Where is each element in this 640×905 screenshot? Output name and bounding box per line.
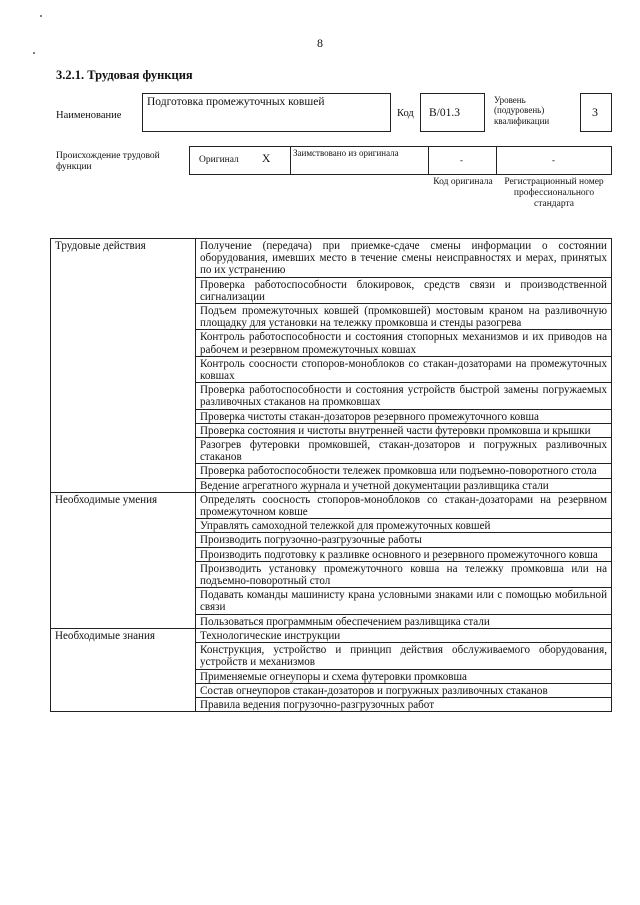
item-cell: Контроль соосности стопоров-моноблоков со стакан-дозаторами на промежуточных ковшах	[196, 356, 612, 382]
item-cell: Применяемые огнеупоры и схема футеровки промковша	[196, 669, 612, 683]
name-value: Подготовка промежуточных ковшей	[147, 96, 325, 108]
origin-label: Происхождение трудовой функции	[56, 151, 160, 172]
category-cell: Трудовые действия	[51, 239, 196, 493]
item-cell: Состав огнеупоров стакан-дозаторов и погружных разливочных стаканов	[196, 683, 612, 697]
scan-speck	[40, 15, 42, 17]
item-cell: Производить погрузочно-разгрузочные работы	[196, 533, 612, 547]
origin-divider	[496, 146, 497, 175]
item-cell: Конструкция, устройство и принцип действия обслуживаемого оборудования, устройств и механизмов	[196, 643, 612, 669]
origin-divider	[428, 146, 429, 175]
item-cell: Определять соосность стопоров-моноблоков со стакан-дозаторами на резервном промежуточном ковше	[196, 492, 612, 518]
item-cell: Контроль работоспособности и состояния стопорных механизмов и их приводов на рабочем и резервном промежуточных ковшах	[196, 330, 612, 356]
item-cell: Подъем промежуточных ковшей (промковшей) мостовым краном на разливочную площадку для установки на тележку промковша и стенды разогрева	[196, 304, 612, 330]
level-value: 3	[592, 105, 598, 119]
reg-number-cell: -	[552, 155, 555, 165]
name-value-box	[142, 93, 391, 132]
reg-number-caption: Регистрационный номер профессионального стандарта	[504, 177, 604, 209]
code-value-box	[420, 93, 485, 132]
origin-divider	[290, 146, 291, 175]
item-cell: Проверка чистоты стакан-дозаторов резервного промежуточного ковша	[196, 409, 612, 423]
item-cell: Разогрев футеровки промковшей, стакан-дозаторов и погружных разливочных стаканов	[196, 438, 612, 464]
category-cell: Необходимые знания	[51, 628, 196, 711]
item-cell: Проверка состояния и чистоты внутренней части футеровки промковша и крышки	[196, 423, 612, 437]
name-label: Наименование	[56, 110, 122, 121]
table-row	[51, 628, 612, 642]
item-cell: Ведение агрегатного журнала и учетной документации разливщика стали	[196, 478, 612, 492]
code-original-caption: Код оригинала	[433, 177, 493, 187]
item-cell: Получение (передача) при приемке-сдаче смены информации о состоянии оборудования, имевших место в течение смены неисправностях и мерах, принятых по их устранению	[196, 239, 612, 278]
borrowed-label: Заимствовано из оригинала	[293, 148, 399, 158]
level-value-box	[580, 93, 612, 132]
code-label: Код	[397, 108, 414, 119]
item-cell: Правила ведения погрузочно-разгрузочных работ	[196, 697, 612, 711]
level-label: Уровень (подуровень) квалификации	[494, 95, 550, 126]
item-cell: Проверка работоспособности тележек промковша или подъемно-поворотного стола	[196, 464, 612, 478]
category-cell: Необходимые умения	[51, 492, 196, 628]
function-table	[50, 238, 612, 712]
item-cell: Производить подготовку к разливке основного и резервного промежуточного ковша	[196, 547, 612, 561]
item-cell: Проверка работоспособности блокировок, средств связи и производственной сигнализации	[196, 277, 612, 303]
code-value: В/01.3	[429, 107, 460, 119]
item-cell: Управлять самоходной тележкой для промежуточных ковшей	[196, 519, 612, 533]
section-title: 3.2.1. Трудовая функция	[56, 68, 193, 82]
item-cell: Проверка работоспособности и состояния устройств быстрой замены погружаемых разливочных стаканов на промковшах	[196, 383, 612, 409]
page-number: 8	[317, 36, 323, 50]
item-cell: Пользоваться программным обеспечением разливщика стали	[196, 614, 612, 628]
table-row	[51, 492, 612, 518]
item-cell: Подавать команды машинисту крана условными знаками или с помощью мобильной связи	[196, 588, 612, 614]
table-row	[51, 239, 612, 278]
item-cell: Производить установку промежуточного ковша на тележку промковша или на подъемно-поворотный стол	[196, 561, 612, 587]
original-mark: X	[262, 153, 271, 165]
code-original-cell: -	[460, 155, 463, 165]
scan-speck	[33, 52, 35, 54]
original-label: Оригинал	[199, 155, 239, 165]
item-cell: Технологические инструкции	[196, 628, 612, 642]
